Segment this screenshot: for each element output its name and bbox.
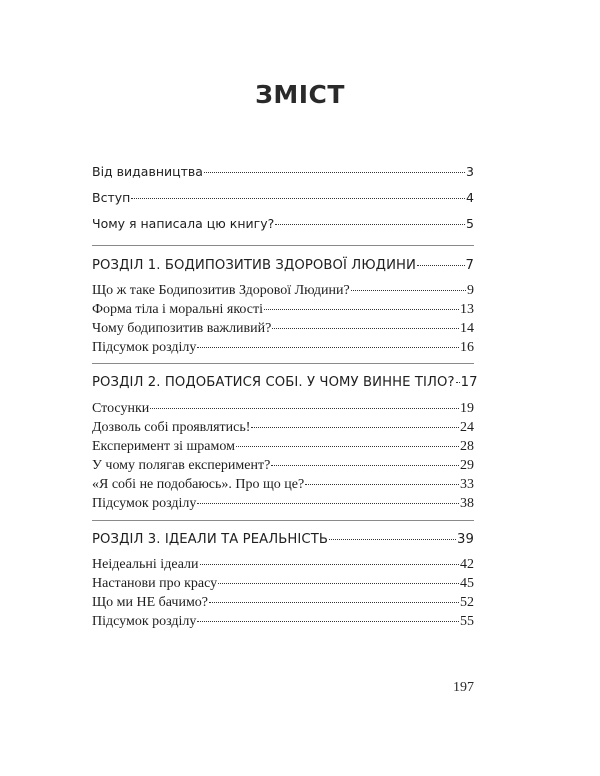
section-heading-label: РОЗДІЛ 1. БОДИПОЗИТИВ ЗДОРОВОЇ ЛЮДИНИ xyxy=(92,258,417,273)
section-divider xyxy=(92,520,474,521)
dot-leader xyxy=(275,224,465,225)
toc-entry-page: 3 xyxy=(466,164,474,179)
toc-entry-page: 16 xyxy=(460,340,474,355)
toc-entry-front[interactable] xyxy=(92,190,474,205)
section-divider xyxy=(92,245,474,246)
dot-leader xyxy=(417,265,464,266)
toc-entry-front[interactable] xyxy=(92,216,474,231)
toc-entry[interactable] xyxy=(92,401,474,417)
toc-entry-page: 9 xyxy=(467,283,474,298)
toc-entry-label: Підсумок розділу xyxy=(92,340,197,355)
toc-entry-label: Форма тіла і моральні якості xyxy=(92,302,263,317)
dot-leader xyxy=(251,427,459,428)
dot-leader xyxy=(209,602,459,603)
toc-entry-label: «Я собі не подобаюсь». Про що це? xyxy=(92,477,305,492)
toc-entry-page: 14 xyxy=(460,321,474,336)
toc-entry[interactable] xyxy=(92,283,474,299)
toc-entry[interactable] xyxy=(92,340,474,356)
toc-entry-label: Що ми НЕ бачимо? xyxy=(92,595,209,610)
toc-entry-label: У чому полягав експеримент? xyxy=(92,458,271,473)
toc-entry[interactable] xyxy=(92,595,474,611)
toc-entry-page: 42 xyxy=(460,557,474,572)
toc-entry-label: Підсумок розділу xyxy=(92,614,197,629)
toc-entry-label: Дозволь собі проявлятись! xyxy=(92,420,251,435)
toc-entry-page: 24 xyxy=(460,420,474,435)
dot-leader xyxy=(197,347,459,348)
toc-entry-page: 19 xyxy=(460,401,474,416)
toc-section-heading[interactable] xyxy=(92,375,478,390)
toc-entry-page: 5 xyxy=(466,216,474,231)
toc-entry-label: Чому я написала цю книгу? xyxy=(92,216,275,231)
section-heading-label: РОЗДІЛ 2. ПОДОБАТИСЯ СОБІ. У ЧОМУ ВИННЕ ТІЛО? xyxy=(92,375,455,390)
section-heading-label: РОЗДІЛ 3. ІДЕАЛИ ТА РЕАЛЬНІСТЬ xyxy=(92,532,329,547)
dot-leader xyxy=(150,408,459,409)
toc-entry[interactable] xyxy=(92,439,474,455)
page-title: ЗМІСТ xyxy=(255,80,345,109)
dot-leader xyxy=(236,446,459,447)
toc-entry-label: Від видавництва xyxy=(92,164,203,179)
toc-entry-page: 28 xyxy=(460,439,474,454)
toc-entry[interactable] xyxy=(92,496,474,512)
dot-leader xyxy=(131,198,465,199)
toc-entry-page: 4 xyxy=(466,190,474,205)
dot-leader xyxy=(197,621,459,622)
toc-entry-page: 38 xyxy=(460,496,474,511)
toc-entry-label: Експеримент зі шрамом xyxy=(92,439,235,454)
toc-entry[interactable] xyxy=(92,576,474,592)
toc-entry-page: 45 xyxy=(460,576,474,591)
dot-leader xyxy=(218,583,459,584)
dot-leader xyxy=(456,382,460,383)
dot-leader xyxy=(197,503,459,504)
section-heading-page: 7 xyxy=(465,258,474,273)
toc-entry-label: Чому бодипозитив важливий? xyxy=(92,321,272,336)
dot-leader xyxy=(305,484,459,485)
dot-leader xyxy=(271,465,459,466)
toc-entry[interactable] xyxy=(92,557,474,573)
section-heading-page: 17 xyxy=(460,375,478,390)
toc-entry-page: 55 xyxy=(460,614,474,629)
toc-entry[interactable] xyxy=(92,321,474,337)
toc-entry-page: 29 xyxy=(460,458,474,473)
toc-entry-label: Що ж таке Бодипозитив Здорової Людини? xyxy=(92,283,350,298)
toc-entry[interactable] xyxy=(92,458,474,474)
toc-entry-label: Стосунки xyxy=(92,401,150,416)
dot-leader xyxy=(272,328,459,329)
dot-leader xyxy=(329,539,456,540)
toc-entry-page: 13 xyxy=(460,302,474,317)
toc-entry-page: 52 xyxy=(460,595,474,610)
toc-section-heading[interactable] xyxy=(92,258,474,273)
toc-entry-label: Неідеальні ідеали xyxy=(92,557,199,572)
dot-leader xyxy=(264,309,459,310)
toc-section-heading[interactable] xyxy=(92,532,474,547)
toc-entry-label: Настанови про красу xyxy=(92,576,218,591)
toc-entry-label: Вступ xyxy=(92,190,131,205)
toc-entry[interactable] xyxy=(92,614,474,630)
dot-leader xyxy=(351,290,466,291)
toc-entry-page: 33 xyxy=(460,477,474,492)
section-heading-page: 39 xyxy=(457,532,474,547)
toc-entry[interactable] xyxy=(92,302,474,318)
dot-leader xyxy=(204,172,465,173)
toc-entry[interactable] xyxy=(92,420,474,436)
toc-entry-front[interactable] xyxy=(92,164,474,179)
dot-leader xyxy=(200,564,459,565)
section-divider xyxy=(92,363,474,364)
page-number: 197 xyxy=(453,680,474,695)
toc-entry-label: Підсумок розділу xyxy=(92,496,197,511)
toc-entry[interactable] xyxy=(92,477,474,493)
